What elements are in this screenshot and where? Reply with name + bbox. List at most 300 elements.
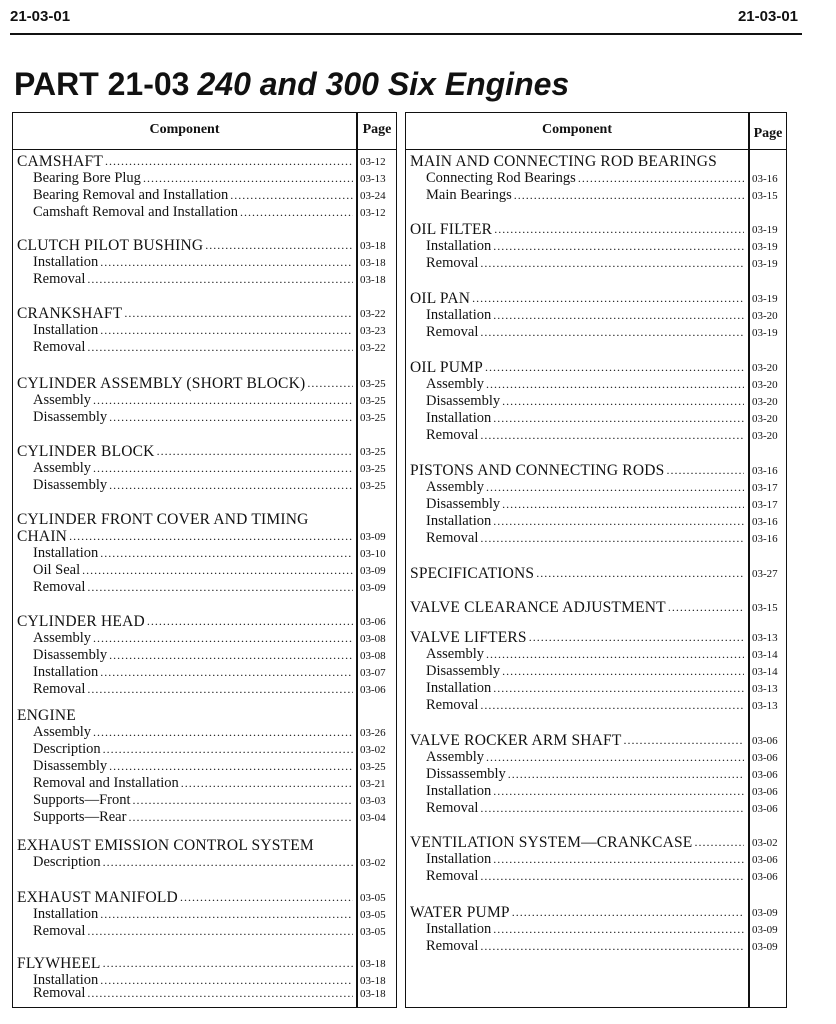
index-entry xyxy=(406,513,786,530)
page-number: 03-06 xyxy=(752,752,778,764)
entry-heading xyxy=(410,904,744,921)
entry-heading xyxy=(410,290,744,307)
dot-leader xyxy=(508,766,744,783)
dot-leader xyxy=(240,204,353,221)
page-number: 03-22 xyxy=(360,308,386,320)
entry-subitem xyxy=(33,170,353,187)
entry-label: Disassembly xyxy=(33,409,108,425)
entry-subitem xyxy=(33,545,353,562)
index-entry xyxy=(406,359,786,376)
entry-label: Oil Seal xyxy=(33,562,81,578)
page-number: 03-20 xyxy=(752,310,778,322)
index-entry xyxy=(406,921,786,938)
page-number: 03-18 xyxy=(360,257,386,269)
entry-heading xyxy=(17,528,353,545)
page-number: 03-19 xyxy=(752,224,778,236)
page-number: 03-09 xyxy=(360,565,386,577)
dot-leader xyxy=(82,562,353,579)
entry-label: Disassembly xyxy=(33,477,108,493)
dot-leader xyxy=(480,800,744,817)
dot-leader xyxy=(494,221,744,238)
entry-heading xyxy=(17,443,353,460)
index-entry xyxy=(13,545,396,562)
page-number: 03-09 xyxy=(752,941,778,953)
entry-heading xyxy=(17,237,353,254)
component-column-header: Component xyxy=(541,122,612,137)
entry-label: Removal xyxy=(33,271,86,287)
page-number: 03-02 xyxy=(360,744,386,756)
entry-subitem xyxy=(426,800,744,817)
dot-leader xyxy=(103,741,353,758)
entry-label: Installation xyxy=(33,664,99,680)
dot-leader xyxy=(109,409,353,426)
index-entry xyxy=(406,663,786,680)
entry-subitem xyxy=(33,758,353,775)
index-entry xyxy=(406,732,786,749)
entry-heading xyxy=(17,707,353,724)
part-number: PART 21-03 xyxy=(14,66,190,102)
part-subtitle: 240 and 300 Six Engines xyxy=(197,66,570,102)
entry-subitem xyxy=(426,697,744,714)
entry-label: Removal and Installation xyxy=(33,775,179,791)
entry-subitem xyxy=(33,562,353,579)
index-entry xyxy=(13,204,396,221)
entry-subitem xyxy=(426,868,744,885)
page-number: 03-02 xyxy=(360,857,386,869)
entry-label: Bearing Removal and Installation xyxy=(33,187,229,203)
entry-subitem xyxy=(426,646,744,663)
entry-label: Removal xyxy=(33,339,86,355)
index-entry xyxy=(406,479,786,496)
entry-heading xyxy=(410,599,744,616)
index-entry xyxy=(13,562,396,579)
dot-leader xyxy=(480,697,744,714)
index-entry xyxy=(13,460,396,477)
entry-label: Installation xyxy=(426,513,492,529)
entry-heading xyxy=(17,889,353,906)
entry-label: Bearing Bore Plug xyxy=(33,170,141,186)
entry-subitem xyxy=(33,647,353,664)
entry-heading xyxy=(17,613,353,630)
entry-subitem xyxy=(33,579,353,596)
page-number: 03-13 xyxy=(752,700,778,712)
entry-label: Supports—Rear xyxy=(33,809,127,825)
dot-leader xyxy=(69,528,353,545)
page-column-header: Page xyxy=(753,126,783,141)
dot-leader xyxy=(666,462,744,479)
entry-subitem xyxy=(426,663,744,680)
entry-heading xyxy=(410,732,744,749)
page-number: 03-14 xyxy=(752,666,778,678)
entry-label: Installation xyxy=(33,322,99,338)
dot-leader xyxy=(493,307,744,324)
dot-leader xyxy=(493,513,744,530)
index-entry xyxy=(13,271,396,288)
index-entry xyxy=(406,766,786,783)
entry-label: Disassembly xyxy=(426,393,501,409)
entry-label: EXHAUST EMISSION CONTROL SYSTEM xyxy=(17,837,314,854)
page-number: 03-25 xyxy=(360,378,386,390)
page-number: 03-20 xyxy=(752,396,778,408)
entry-label: CRANKSHAFT xyxy=(17,305,123,322)
entry-subitem xyxy=(33,339,353,356)
page-number: 03-12 xyxy=(360,156,386,168)
page-number: 03-08 xyxy=(360,650,386,662)
index-entry xyxy=(406,851,786,868)
entry-label: VALVE ROCKER ARM SHAFT xyxy=(410,732,622,749)
index-entry xyxy=(406,646,786,663)
index-entry xyxy=(13,528,396,545)
page-number: 03-13 xyxy=(752,683,778,695)
page-number: 03-19 xyxy=(752,241,778,253)
dot-leader xyxy=(87,985,353,1002)
dot-leader xyxy=(87,681,353,698)
index-entry xyxy=(13,758,396,775)
component-column-header: Component xyxy=(149,122,220,137)
page-number: 03-18 xyxy=(360,975,386,987)
entry-label: Disassembly xyxy=(33,758,108,774)
entry-label: Installation xyxy=(33,545,99,561)
entry-label: Assembly xyxy=(33,392,91,408)
index-entry xyxy=(406,290,786,307)
page-number: 03-15 xyxy=(752,602,778,614)
index-entry xyxy=(13,707,396,724)
index-entry xyxy=(13,477,396,494)
dot-leader xyxy=(147,613,353,630)
entry-subitem xyxy=(426,530,744,547)
index-entry xyxy=(406,599,786,616)
dot-leader xyxy=(480,255,744,272)
page-number: 03-22 xyxy=(360,342,386,354)
entry-subitem xyxy=(33,741,353,758)
entry-label: WATER PUMP xyxy=(410,904,510,921)
page-number: 03-06 xyxy=(360,616,386,628)
page-number: 03-19 xyxy=(752,293,778,305)
entry-label: CHAIN xyxy=(17,528,68,545)
page-number: 03-16 xyxy=(752,533,778,545)
entry-subitem xyxy=(33,906,353,923)
entry-heading xyxy=(410,462,744,479)
dot-leader xyxy=(128,809,353,826)
header-section-code-right: 21-03-01 xyxy=(737,8,798,25)
index-entry xyxy=(13,187,396,204)
index-entry xyxy=(406,565,786,582)
entry-subitem xyxy=(33,460,353,477)
index-entry xyxy=(406,783,786,800)
entry-heading xyxy=(17,153,353,170)
entry-subitem xyxy=(426,410,744,427)
index-entry xyxy=(13,837,396,854)
dot-leader xyxy=(87,923,353,940)
dot-leader xyxy=(105,153,353,170)
page-number: 03-09 xyxy=(752,924,778,936)
page-number: 03-25 xyxy=(360,463,386,475)
entry-label: FLYWHEEL xyxy=(17,955,101,972)
dot-leader xyxy=(486,646,744,663)
page-number: 03-18 xyxy=(360,988,386,1000)
index-entry xyxy=(13,955,396,972)
dot-leader xyxy=(205,237,353,254)
entry-label: Installation xyxy=(426,238,492,254)
dot-leader xyxy=(668,599,744,616)
page-number: 03-10 xyxy=(360,548,386,560)
index-entry xyxy=(406,530,786,547)
dot-leader xyxy=(100,545,353,562)
entry-subitem xyxy=(33,923,353,940)
page-number: 03-14 xyxy=(752,649,778,661)
page-number: 03-19 xyxy=(752,258,778,270)
entry-label: Dissassembly xyxy=(426,766,506,782)
dot-leader xyxy=(124,305,353,322)
page-number: 03-18 xyxy=(360,274,386,286)
entry-label: Assembly xyxy=(426,646,484,662)
dot-leader xyxy=(180,889,353,906)
entry-heading xyxy=(17,305,353,322)
dot-leader xyxy=(100,906,353,923)
index-entry xyxy=(13,775,396,792)
entry-label: Removal xyxy=(426,868,479,884)
page-title xyxy=(14,66,569,103)
page-number: 03-05 xyxy=(360,909,386,921)
dot-leader xyxy=(480,324,744,341)
dot-leader xyxy=(485,359,744,376)
entry-heading xyxy=(17,837,353,854)
index-entry xyxy=(13,170,396,187)
index-entry xyxy=(13,613,396,630)
entry-subitem xyxy=(426,766,744,783)
entry-subitem xyxy=(33,204,353,221)
entry-subitem xyxy=(426,680,744,697)
entry-label: Removal xyxy=(33,985,86,1001)
entry-subitem xyxy=(33,854,353,871)
index-entry xyxy=(406,834,786,851)
entry-subitem xyxy=(426,427,744,444)
entry-subitem xyxy=(33,681,353,698)
entry-label: MAIN AND CONNECTING ROD BEARINGS xyxy=(410,153,717,170)
entry-label: Main Bearings xyxy=(426,187,512,203)
index-entry xyxy=(13,392,396,409)
dot-leader xyxy=(87,339,353,356)
index-entry xyxy=(406,697,786,714)
index-entry xyxy=(13,923,396,940)
page-number: 03-09 xyxy=(360,582,386,594)
index-entry xyxy=(13,809,396,826)
entry-subitem xyxy=(426,376,744,393)
dot-leader xyxy=(493,238,744,255)
page-number: 03-17 xyxy=(752,499,778,511)
table-header xyxy=(13,113,396,150)
index-entry xyxy=(13,237,396,254)
entry-label: CYLINDER FRONT COVER AND TIMING xyxy=(17,511,309,528)
index-entry xyxy=(406,153,786,170)
entry-label: Removal xyxy=(426,800,479,816)
page-number: 03-20 xyxy=(752,362,778,374)
index-entry xyxy=(406,410,786,427)
dot-leader xyxy=(502,496,744,513)
index-entry xyxy=(13,724,396,741)
entry-heading xyxy=(17,375,353,392)
page-number: 03-04 xyxy=(360,812,386,824)
entry-label: Assembly xyxy=(33,724,91,740)
dot-leader xyxy=(143,170,353,187)
entry-subitem xyxy=(33,271,353,288)
page-number: 03-06 xyxy=(752,786,778,798)
page-number: 03-17 xyxy=(752,482,778,494)
index-entry xyxy=(13,741,396,758)
entry-label: VALVE LIFTERS xyxy=(410,629,527,646)
entry-label: Installation xyxy=(33,906,99,922)
index-entry xyxy=(406,680,786,697)
entry-subitem xyxy=(426,513,744,530)
entry-subitem xyxy=(33,187,353,204)
entry-label: Removal xyxy=(426,324,479,340)
entry-heading xyxy=(17,511,353,528)
page-number: 03-09 xyxy=(752,907,778,919)
entry-heading xyxy=(410,629,744,646)
dot-leader xyxy=(87,579,353,596)
entry-label: Disassembly xyxy=(33,647,108,663)
table-header xyxy=(406,113,786,150)
entry-heading xyxy=(410,221,744,238)
entry-label: Installation xyxy=(33,254,99,270)
index-entry xyxy=(13,511,396,528)
page-number: 03-06 xyxy=(752,769,778,781)
page-number: 03-25 xyxy=(360,446,386,458)
dot-leader xyxy=(181,775,353,792)
entry-subitem xyxy=(33,254,353,271)
page-number: 03-13 xyxy=(360,173,386,185)
entry-subitem xyxy=(426,479,744,496)
entry-label: Removal xyxy=(33,923,86,939)
entry-label: Installation xyxy=(426,410,492,426)
page-number: 03-19 xyxy=(752,327,778,339)
index-entry xyxy=(406,749,786,766)
index-entry xyxy=(13,443,396,460)
entry-subitem xyxy=(426,938,744,955)
entry-label: OIL PUMP xyxy=(410,359,483,376)
index-entry xyxy=(13,630,396,647)
entry-label: Disassembly xyxy=(426,663,501,679)
page-number: 03-06 xyxy=(752,735,778,747)
entry-heading xyxy=(17,955,353,972)
dot-leader xyxy=(514,187,744,204)
dot-leader xyxy=(480,427,744,444)
page-number: 03-06 xyxy=(752,854,778,866)
index-entry xyxy=(13,409,396,426)
entry-subitem xyxy=(426,238,744,255)
entry-subitem xyxy=(33,985,353,1002)
dot-leader xyxy=(486,376,744,393)
dot-leader xyxy=(493,851,744,868)
entry-subitem xyxy=(426,921,744,938)
entry-subitem xyxy=(426,187,744,204)
entry-label: Assembly xyxy=(426,479,484,495)
page-number: 03-21 xyxy=(360,778,386,790)
dot-leader xyxy=(502,663,744,680)
page-number: 03-20 xyxy=(752,413,778,425)
dot-leader xyxy=(157,443,353,460)
index-entry xyxy=(406,221,786,238)
entry-label: Installation xyxy=(426,921,492,937)
index-table-left xyxy=(12,112,397,1008)
page-number: 03-16 xyxy=(752,465,778,477)
entry-label: Assembly xyxy=(426,376,484,392)
page-number: 03-16 xyxy=(752,173,778,185)
page-number: 03-25 xyxy=(360,480,386,492)
entry-subitem xyxy=(33,392,353,409)
dot-leader xyxy=(480,938,744,955)
dot-leader xyxy=(578,170,744,187)
index-entry xyxy=(406,868,786,885)
entry-label: Removal xyxy=(426,697,479,713)
index-entry xyxy=(13,647,396,664)
dot-leader xyxy=(103,955,353,972)
page-number: 03-20 xyxy=(752,430,778,442)
index-entry xyxy=(13,889,396,906)
page-number: 03-26 xyxy=(360,727,386,739)
dot-leader xyxy=(230,187,353,204)
index-entry xyxy=(13,579,396,596)
header-rule xyxy=(10,33,802,35)
entry-label: Supports—Front xyxy=(33,792,131,808)
entry-label: Installation xyxy=(426,783,492,799)
entry-label: CYLINDER ASSEMBLY (SHORT BLOCK) xyxy=(17,375,306,392)
index-entry xyxy=(406,307,786,324)
entry-label: Assembly xyxy=(426,749,484,765)
entry-label: EXHAUST MANIFOLD xyxy=(17,889,178,906)
index-entry xyxy=(406,629,786,646)
entry-subitem xyxy=(33,409,353,426)
entry-label: Description xyxy=(33,741,101,757)
dot-leader xyxy=(109,647,353,664)
index-table-right xyxy=(405,112,787,1008)
index-entry xyxy=(406,238,786,255)
index-entry xyxy=(406,427,786,444)
dot-leader xyxy=(109,758,353,775)
entry-heading xyxy=(410,153,744,170)
entry-label: Removal xyxy=(33,681,86,697)
entry-heading xyxy=(410,565,744,582)
dot-leader xyxy=(100,664,353,681)
entry-label: CLUTCH PILOT BUSHING xyxy=(17,237,204,254)
dot-leader xyxy=(493,921,744,938)
dot-leader xyxy=(93,392,353,409)
dot-leader xyxy=(502,393,744,410)
page-number: 03-12 xyxy=(360,207,386,219)
page-number: 03-13 xyxy=(752,632,778,644)
entry-subitem xyxy=(426,496,744,513)
page-number: 03-02 xyxy=(752,837,778,849)
page-number: 03-24 xyxy=(360,190,386,202)
entry-label: Removal xyxy=(33,579,86,595)
entry-label: Assembly xyxy=(33,630,91,646)
index-entry xyxy=(406,324,786,341)
entry-subitem xyxy=(33,630,353,647)
page-number: 03-25 xyxy=(360,395,386,407)
index-entry xyxy=(13,153,396,170)
dot-leader xyxy=(529,629,744,646)
entry-label: PISTONS AND CONNECTING RODS xyxy=(410,462,665,479)
entry-label: Disassembly xyxy=(426,496,501,512)
header-section-code-left: 21-03-01 xyxy=(10,8,71,25)
dot-leader xyxy=(133,792,354,809)
entry-heading xyxy=(410,359,744,376)
index-entry xyxy=(406,462,786,479)
index-entry xyxy=(406,800,786,817)
dot-leader xyxy=(93,630,353,647)
entry-label: Removal xyxy=(426,938,479,954)
index-entry xyxy=(406,187,786,204)
